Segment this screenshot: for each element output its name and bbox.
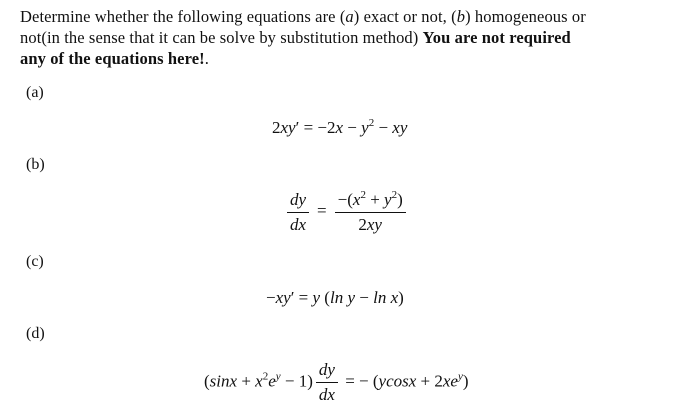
intro-bold-2: any of the equations here! [20,49,205,68]
intro-a-letter: a [345,7,354,26]
equation-d: $(\sin x + x^2e^y - 1)$ $\frac{dy}{dx}$ = − $(ycosx + 2xe^y)$ [204,360,469,404]
intro-text-1: Determine whether the following equations are ( [20,7,346,26]
intro-text-4: not(in the sense that it can be solve by substitution method) [20,28,423,47]
equation-b: $\frac{dy}{dx}$ = $\frac{-(x^2 + y^2)}{2xy}$ [284,190,409,235]
intro-b-letter: b [456,7,466,26]
equation-b-rhs-fraction: $\frac{-(x^2 + y^2)}{2xy}$ [335,190,406,235]
part-a-label: (a) [26,84,44,101]
part-d-label: (d) [26,325,45,342]
equation-c: −xy′ = y (ln y − ln x) [266,288,404,307]
equation-a: $2xy' = -2x - y^2$ − xy [272,117,408,137]
equation-b-lhs-fraction: $\frac{dy}{dx}$ [287,190,309,235]
intro-text-5: . [204,49,209,68]
part-b-label: (b) [26,156,45,173]
problem-statement [20,6,660,69]
intro-text-3: ) homogeneous or [465,7,586,26]
intro-bold-1: You are not required [422,28,571,47]
intro-text-2: ) exact or not, ( [353,7,457,26]
part-c-label: (c) [26,253,44,270]
equation-d-fraction: $\frac{dy}{dx}$ [316,360,338,405]
